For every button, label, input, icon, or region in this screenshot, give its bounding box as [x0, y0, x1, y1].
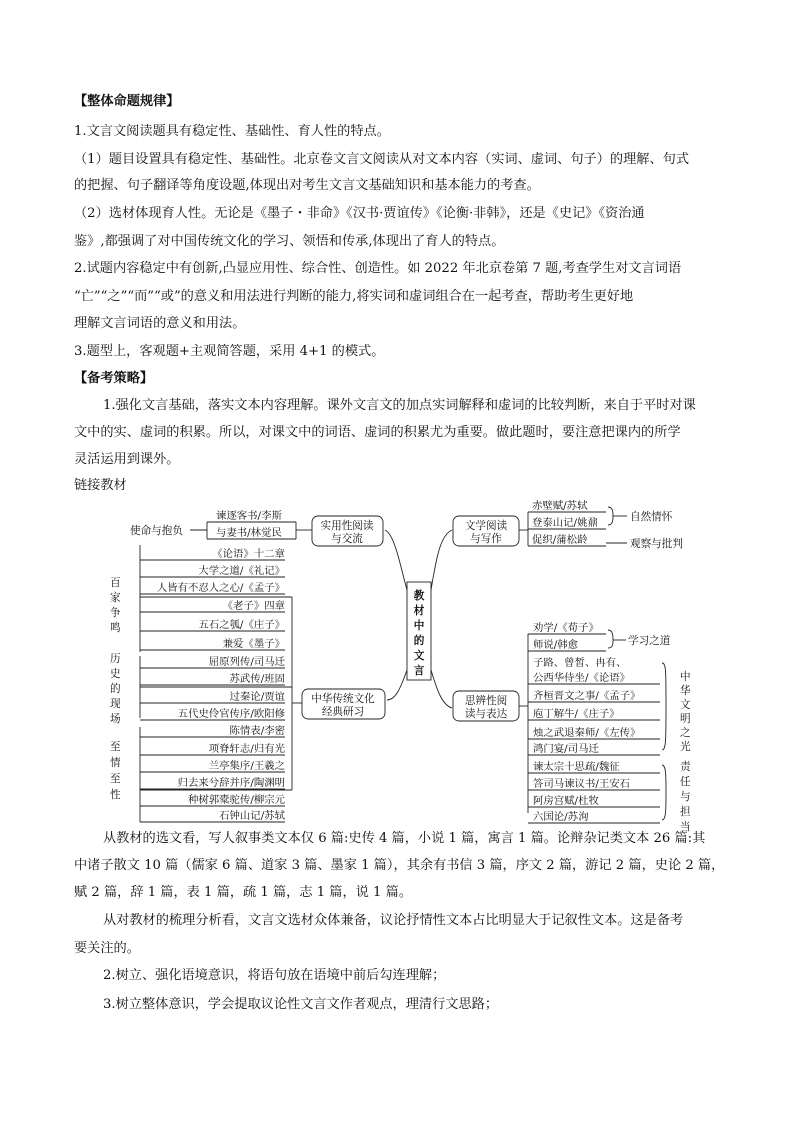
center-label [413, 589, 425, 677]
list-item: 过秦论/贾谊 [229, 691, 285, 703]
vertical-glyph: 史 [110, 668, 121, 680]
branch-literary-label: 与写作 [470, 533, 502, 545]
section-heading-strategy: 【备考策略】 [74, 371, 154, 386]
paragraph: “亡”“之”“而”“或”的意义和用法进行判断的能力,将实词和虚词组合在一起考查，帮助考生更好地 [74, 289, 634, 304]
label-learn: 学习之道 [628, 635, 671, 647]
list-item: 《论语》十二章 [212, 548, 285, 560]
list-item: 公西华侍坐/《论语》 [533, 672, 631, 684]
section-heading-overall: 【整体命题规律】 [74, 94, 180, 109]
svg-text:的: 的 [413, 635, 425, 647]
list-item: 阿房宫赋/杜牧 [533, 795, 599, 807]
list-item: 与妻书/林觉民 [216, 527, 282, 539]
branch-speculative-label: 读与表达 [464, 708, 508, 720]
paragraph: 的把握、句子翻译等角度设题,体现出对考生文言文基础知识和基本能力的考查。 [74, 178, 540, 193]
vertical-glyph: 现 [110, 698, 121, 710]
paragraph: 1.文言文阅读题具有稳定性、基础性、育人性的特点。 [74, 124, 390, 139]
paragraph: 理解文言词语的意义和用法。 [74, 316, 246, 331]
list-item: 兼爱《墨子》 [222, 638, 285, 650]
list-item: 促织/蒲松龄 [532, 534, 588, 546]
list-item: 兰亭集序/王羲之 [208, 760, 285, 772]
vertical-glyph: 至 [110, 773, 121, 785]
svg-text:教: 教 [413, 590, 425, 602]
list-item: 谏太宗十思疏/魏征 [533, 761, 620, 773]
paragraph: 链接教材 [74, 478, 127, 493]
paragraph: 2.试题内容稳定中有创新,凸显应用性、综合性、创造性。如 2022 年北京卷第 7 题,考查学生对文言词语 [74, 261, 682, 276]
group-history [110, 653, 121, 725]
paragraph: 从对教材的梳理分析看，文言文选材众体兼备，议论抒情性文本占比明显大于记叙性文本。这是备考 [103, 913, 684, 928]
svg-text:言: 言 [413, 665, 425, 677]
label-nature: 自然情怀 [630, 511, 673, 523]
list-item: 师说/韩愈 [533, 639, 579, 651]
list-item: 劝学/《荀子》 [533, 622, 599, 634]
label-civilization-light [680, 670, 691, 753]
list-item: 烛之武退秦师/《左传》 [533, 727, 641, 739]
paragraph: （2）选材体现育人性。无论是《墨子・非命》《汉书·贾谊传》《论衡·非韩》，还是《史记》《资治通 [74, 206, 645, 221]
vertical-glyph: 当 [680, 821, 691, 833]
vertical-glyph: 华 [680, 685, 691, 697]
paragraph: 2.树立、强化语境意识，将语句放在语境中前后勾连理解； [103, 968, 446, 983]
label-observe: 观察与批判 [630, 538, 683, 550]
list-item: 人皆有不忍人之心/《孟子》 [156, 582, 285, 594]
vertical-glyph: 任 [680, 776, 691, 788]
vertical-glyph: 至 [110, 741, 121, 753]
list-item: 陈情表/李密 [229, 725, 285, 737]
vertical-glyph: 文 [680, 699, 691, 711]
svg-text:文: 文 [413, 650, 425, 662]
vertical-glyph: 之 [680, 727, 691, 739]
branch-practical-label: 实用性阅读 [320, 520, 374, 532]
list-item: 石钟山记/苏轼 [219, 810, 285, 822]
svg-text:中: 中 [413, 620, 425, 632]
paragraph: 灵活运用到课外。 [74, 452, 180, 467]
vertical-glyph: 争 [110, 607, 121, 619]
paragraph: 3.题型上，客观题+主观简答题，采用 4+1 的模式。 [74, 344, 385, 359]
list-item: 子路、曾皙、冉有、 [533, 657, 627, 669]
vertical-glyph: 明 [680, 713, 691, 725]
paragraph: 3.树立整体意识，学会提取议论性文言文作者观点，理清行文思路； [103, 997, 499, 1012]
vertical-glyph: 鸣 [110, 622, 121, 634]
label-duty [680, 760, 692, 833]
vertical-glyph: 家 [110, 592, 121, 604]
list-item: 答司马谏议书/王安石 [533, 778, 631, 790]
list-item: 登泰山记/姚鼐 [532, 517, 598, 529]
list-item: 鸿门宴/司马迁 [533, 743, 599, 755]
branch-culture-label: 中华传统文化 [311, 693, 375, 705]
vertical-glyph: 光 [680, 741, 691, 753]
list-item: 赤壁赋/苏轼 [532, 500, 588, 512]
list-item: 项脊轩志/归有光 [208, 743, 285, 755]
vertical-glyph: 场 [110, 713, 121, 725]
branch-practical-label: 与交流 [331, 533, 363, 545]
group-hundred-schools [110, 577, 121, 634]
paragraph: 赋 2 篇，辞 1 篇，表 1 篇，疏 1 篇，志 1 篇，说 1 篇。 [74, 885, 413, 900]
list-item: 五代史伶官传序/欧阳修 [177, 708, 285, 720]
list-item: 归去来兮辞并序/陶渊明 [177, 777, 285, 789]
vertical-glyph: 担 [680, 806, 691, 818]
paragraph: （1）题目设置具有稳定性、基础性。北京卷文言文阅读从对文本内容（实词、虚词、句子）的理解、句式 [74, 152, 690, 167]
branch-speculative-label: 思辨性阅 [464, 695, 508, 707]
list-item: 六国论/苏洵 [533, 811, 589, 823]
list-item: 屈原列传/司马迁 [208, 656, 285, 668]
vertical-glyph: 与 [680, 791, 691, 803]
list-item: 谏逐客书/李斯 [216, 510, 282, 522]
vertical-glyph: 历 [110, 653, 121, 665]
group-mission: 使命与抱负 [130, 525, 183, 537]
vertical-glyph: 责 [680, 761, 691, 773]
vertical-glyph: 百 [110, 577, 121, 589]
vertical-glyph: 的 [110, 683, 121, 695]
list-item: 苏武传/班固 [229, 673, 285, 685]
list-item: 庖丁解牛/《庄子》 [533, 708, 620, 720]
branch-literary-label: 文学阅读 [464, 520, 508, 532]
list-item: 齐桓晋文之事/《孟子》 [533, 690, 641, 702]
group-emotion [110, 741, 121, 801]
vertical-glyph: 情 [110, 757, 121, 769]
list-item: 《老子》四章 [222, 600, 285, 612]
paragraph: 鉴》,都强调了对中国传统文化的学习、领悟和传承,体现出了育人的特点。 [74, 234, 505, 249]
paragraph: 文中的实、虚词的积累。所以，对课文中的词语、虚词的积累尤为重要。做此题时，要注意把课内的所学 [74, 425, 681, 440]
paragraph: 中诸子散文 10 篇（儒家 6 篇、道家 3 篇、墨家 1 篇），其余有书信 3 篇，序文 2 篇，游记 2 篇，史论 2 篇， [74, 858, 725, 873]
list-item: 五石之瓠/《庄子》 [198, 619, 285, 631]
vertical-glyph: 性 [110, 789, 121, 801]
paragraph: 要关注的。 [74, 941, 140, 956]
branch-culture-label: 经典研习 [321, 706, 365, 718]
vertical-glyph: 中 [680, 671, 691, 683]
paragraph: 1.强化文言基础，落实文本内容理解。课外文言文的加点实词解释和虚词的比较判断，来自于平时对课 [103, 398, 696, 413]
list-item: 种树郭橐驼传/柳宗元 [187, 794, 285, 806]
paragraph: 从教材的选文看，写人叙事类文本仅 6 篇:史传 4 篇，小说 1 篇，寓言 1 篇。论辩杂记类文本 26 篇:其 [103, 831, 706, 846]
svg-text:材: 材 [413, 605, 425, 617]
list-item: 大学之道/《礼记》 [198, 565, 285, 577]
